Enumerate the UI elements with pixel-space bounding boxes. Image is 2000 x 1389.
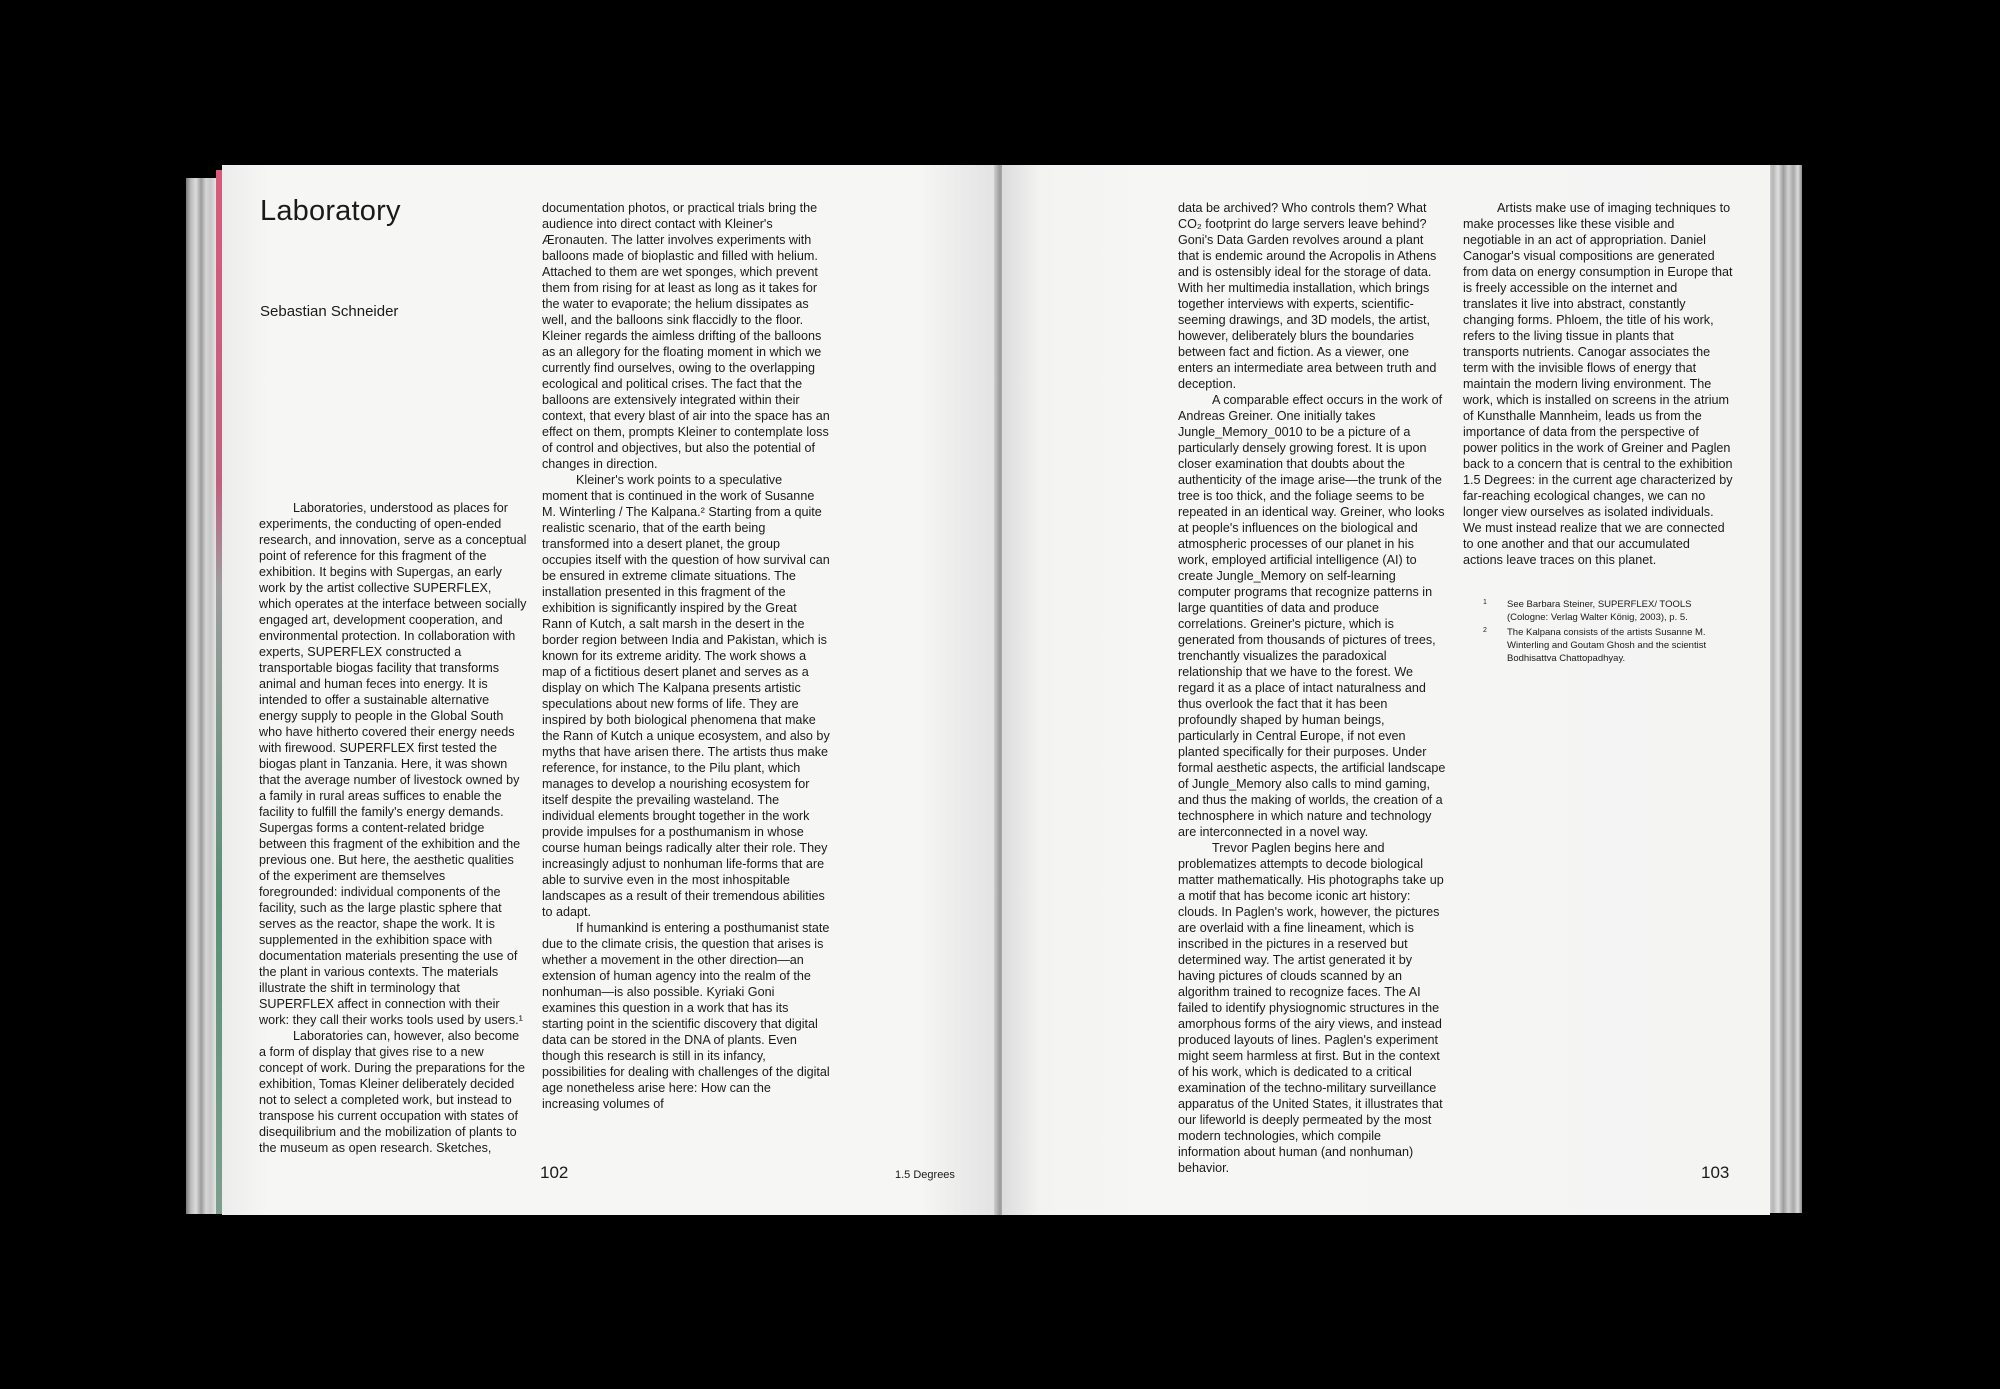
paragraph: Trevor Paglen begins here and problematizes attempts to decode biological matter mathematically. His photographs take up a motif that has become iconic art history: clouds. In Paglen's work, however, the pictures are overlaid with a fine lineament, which is inscribed in the pictures in a reserved but determined way. The artist generated it by having pictures of clouds scanned by an algorithm trained to recognize faces. The AI failed to identify physiognomic structures in the amorphous forms of the airy views, and instead produced layouts of lines. Paglen's experiment might seem harmless at first. But in the context of his work, which is dedicated to a critical examination of the techno-military surveillance apparatus of the United States, it illustrates that our lifeworld is deeply permeated by the most modern technologies, which compile information about human (and nonhuman) behavior. bbox=[1178, 841, 1444, 1175]
left-column-2 bbox=[542, 200, 830, 1112]
paragraph: Laboratories can, however, also become a form of display that gives rise to a new concept of work. During the preparations for the exhibition, Tomas Kleiner deliberately decided not to select a completed work, but instead to transpose his current occupation with states of disequilibrium and the mobilization of plants to the museum as open research. Sketches, bbox=[259, 1029, 526, 1155]
footnote-number: 2 bbox=[1483, 627, 1487, 634]
paragraph: documentation photos, or practical trials bring the audience into direct contact with Kleiner's Æronauten. The latter involves experiments with balloons made of bioplastic and filled with helium. Attached to them are wet sponges, which prevent them from rising for at least as long as it takes for the water to evaporate; the helium dissipates as well, and the balloons sink flaccidly to the floor. Kleiner regards the aimless drifting of the balloons as an allegory for the floating moment in which we currently find ourselves, owing to the overlapping ecological and political crises. The fact that the balloons are extensively integrated within their context, that every blast of air into the space has an effect on them, prompts Kleiner to contemplate loss of control and objectives, but also the potential of changes in direction. bbox=[542, 201, 830, 471]
paragraph: data be archived? Who controls them? What CO₂ footprint do large servers leave behind? Goni's Data Garden revolves around a plant that is endemic around the Acropolis in Athens and is ostensibly ideal for the storage of data. With her multimedia installation, which brings together interviews with experts, scientific-seeming drawings, and 3D models, the artist, however, deliberately blurs the boundaries between fact and fiction. As a viewer, one enters an intermediate area between truth and deception. bbox=[1178, 201, 1437, 391]
right-column-1 bbox=[1178, 200, 1446, 1176]
footnote-text: The Kalpana consists of the artists Susanne M. Winterling and Goutam Ghosh and the scientist Bodhisattva Chattopadhyay. bbox=[1507, 627, 1707, 664]
paragraph: If humankind is entering a posthumanist state due to the climate crisis, the question that arises is whether a movement in the other direction—an extension of human agency into the realm of the nonhuman—is also possible. Kyriaki Goni examines this question in a work that has its starting point in the scientific discovery that digital data can be stored in the DNA of plants. Even though this research is still in its infancy, possibilities for dealing with challenges of the digital age nonetheless arise here: How can the increasing volumes of bbox=[542, 921, 830, 1111]
footnote bbox=[1483, 626, 1713, 665]
footnote-text: See Barbara Steiner, SUPERFLEX/ TOOLS (Cologne: Verlag Walter König, 2003), p. 5. bbox=[1507, 599, 1692, 623]
right-page bbox=[1002, 165, 1770, 1215]
footnotes bbox=[1483, 598, 1713, 667]
paragraph: Artists make use of imaging techniques to make processes like these visible and negotiable in an act of appropriation. Daniel Canogar's visual compositions are generated from data on energy consumption in Europe that is freely accessible on the internet and translates it live into abstract, constantly changing forms. Phloem, the title of his work, refers to the living tissue in plants that transports nutrients. Canogar associates the term with the invisible flows of energy that maintain the modern living environment. The work, which is installed on screens in the atrium of Kunsthalle Mannheim, leads us from the importance of data from the perspective of power politics in the work of Greiner and Paglen back to a concern that is central to the exhibition 1.5 Degrees: in the current age characterized by far-reaching ecological changes, we can no longer view ourselves as isolated individuals. We must instead realize that we are connected to one another and that our accumulated actions leave traces on this planet. bbox=[1463, 201, 1733, 567]
paragraph: A comparable effect occurs in the work of Andreas Greiner. One initially takes Jungle_Memory_0010 to be a picture of a particularly densely growing forest. It is upon closer examination that doubts about the authenticity of the image arise—the trunk of the tree is too thick, and the foliage seems to be repeated in an identical way. Greiner, who looks at people's influences on the biological and atmospheric processes of our planet in his work, employed artificial intelligence (AI) to create Jungle_Memory on self-learning computer programs that recognize patterns in large quantities of data and produce correlations. Greiner's picture, which is generated from thousands of pictures of trees, trenchantly visualizes the paradoxical relationship that we have to the forest. We regard it as a place of intact naturalness and thus overlook the fact that it has been profoundly shaped by human beings, particularly in Central Europe, if not even planted specifically for their purposes. Under formal aesthetic aspects, the artificial landscape of Jungle_Memory also calls to mind gaming, and thus the making of worlds, the creation of a technosphere in which nature and technology are interconnected in a novel way. bbox=[1178, 393, 1446, 839]
footnote bbox=[1483, 598, 1713, 624]
footnote-number: 1 bbox=[1483, 599, 1487, 606]
left-column-1 bbox=[259, 500, 527, 1156]
page-number-left: 102 bbox=[540, 1163, 569, 1182]
running-head: 1.5 Degrees bbox=[895, 1169, 955, 1181]
right-column-2 bbox=[1463, 200, 1733, 568]
page-number-right: 103 bbox=[1701, 1163, 1730, 1182]
paragraph: Kleiner's work points to a speculative moment that is continued in the work of Susanne M. Winterling / The Kalpana.² Starting from a quite realistic scenario, that of the earth being transformed into a desert planet, the group occupies itself with the question of how survival can be ensured in extreme climate situations. The installation presented in this fragment of the exhibition is significantly inspired by the Great Rann of Kutch, a salt marsh in the desert in the border region between India and Pakistan, which is known for its extreme aridity. The work shows a map of a fictitious desert planet and serves as a display on which The Kalpana presents artistic speculations about new forms of life. They are inspired by both biological phenomena that make the Rann of Kutch a unique ecosystem, and also by myths that have arisen there. The artists thus make reference, for instance, to the Pilu plant, which manages to develop a nourishing ecosystem for itself despite the prevailing wasteland. The individual elements brought together in the work provide impulses for a posthumanism in whose course human beings radically alter their role. They increasingly adjust to nonhuman life-forms that are able to survive even in the most inhospitable landscapes as a result of their tremendous abilities to adapt. bbox=[542, 473, 830, 919]
page-edge-right bbox=[1768, 165, 1802, 1213]
chapter-title: Laboratory bbox=[260, 195, 401, 227]
paragraph: Laboratories, understood as places for experiments, the conducting of open-ended research, and innovation, serve as a conceptual point of reference for this fragment of the exhibition. It begins with Supergas, an early work by the artist collective SUPERFLEX, which operates at the interface between socially engaged art, development cooperation, and environmental protection. In collaboration with experts, SUPERFLEX constructed a transportable biogas facility that transforms animal and human feces into energy. It is intended to offer a sustainable alternative energy supply to people in the Global South who have hitherto covered their energy needs with firewood. SUPERFLEX first tested the biogas plant in Tanzania. Here, it was shown that the average number of livestock owned by a family in rural areas suffices to enable the facility to fulfill the family's energy demands. Supergas forms a content-related bridge between this fragment of the exhibition and the previous one. But here, the aesthetic qualities of the experiment are themselves foregrounded: individual components of the facility, such as the large plastic sphere that serves as the reactor, shape the work. It is supplemented in the exhibition space with documentation materials presenting the use of the plant in various contexts. The materials illustrate the shift in terminology that SUPERFLEX affect in connection with their work: they call their works tools used by users.¹ bbox=[259, 501, 527, 1027]
left-page bbox=[222, 165, 997, 1215]
author-name: Sebastian Schneider bbox=[260, 303, 399, 320]
